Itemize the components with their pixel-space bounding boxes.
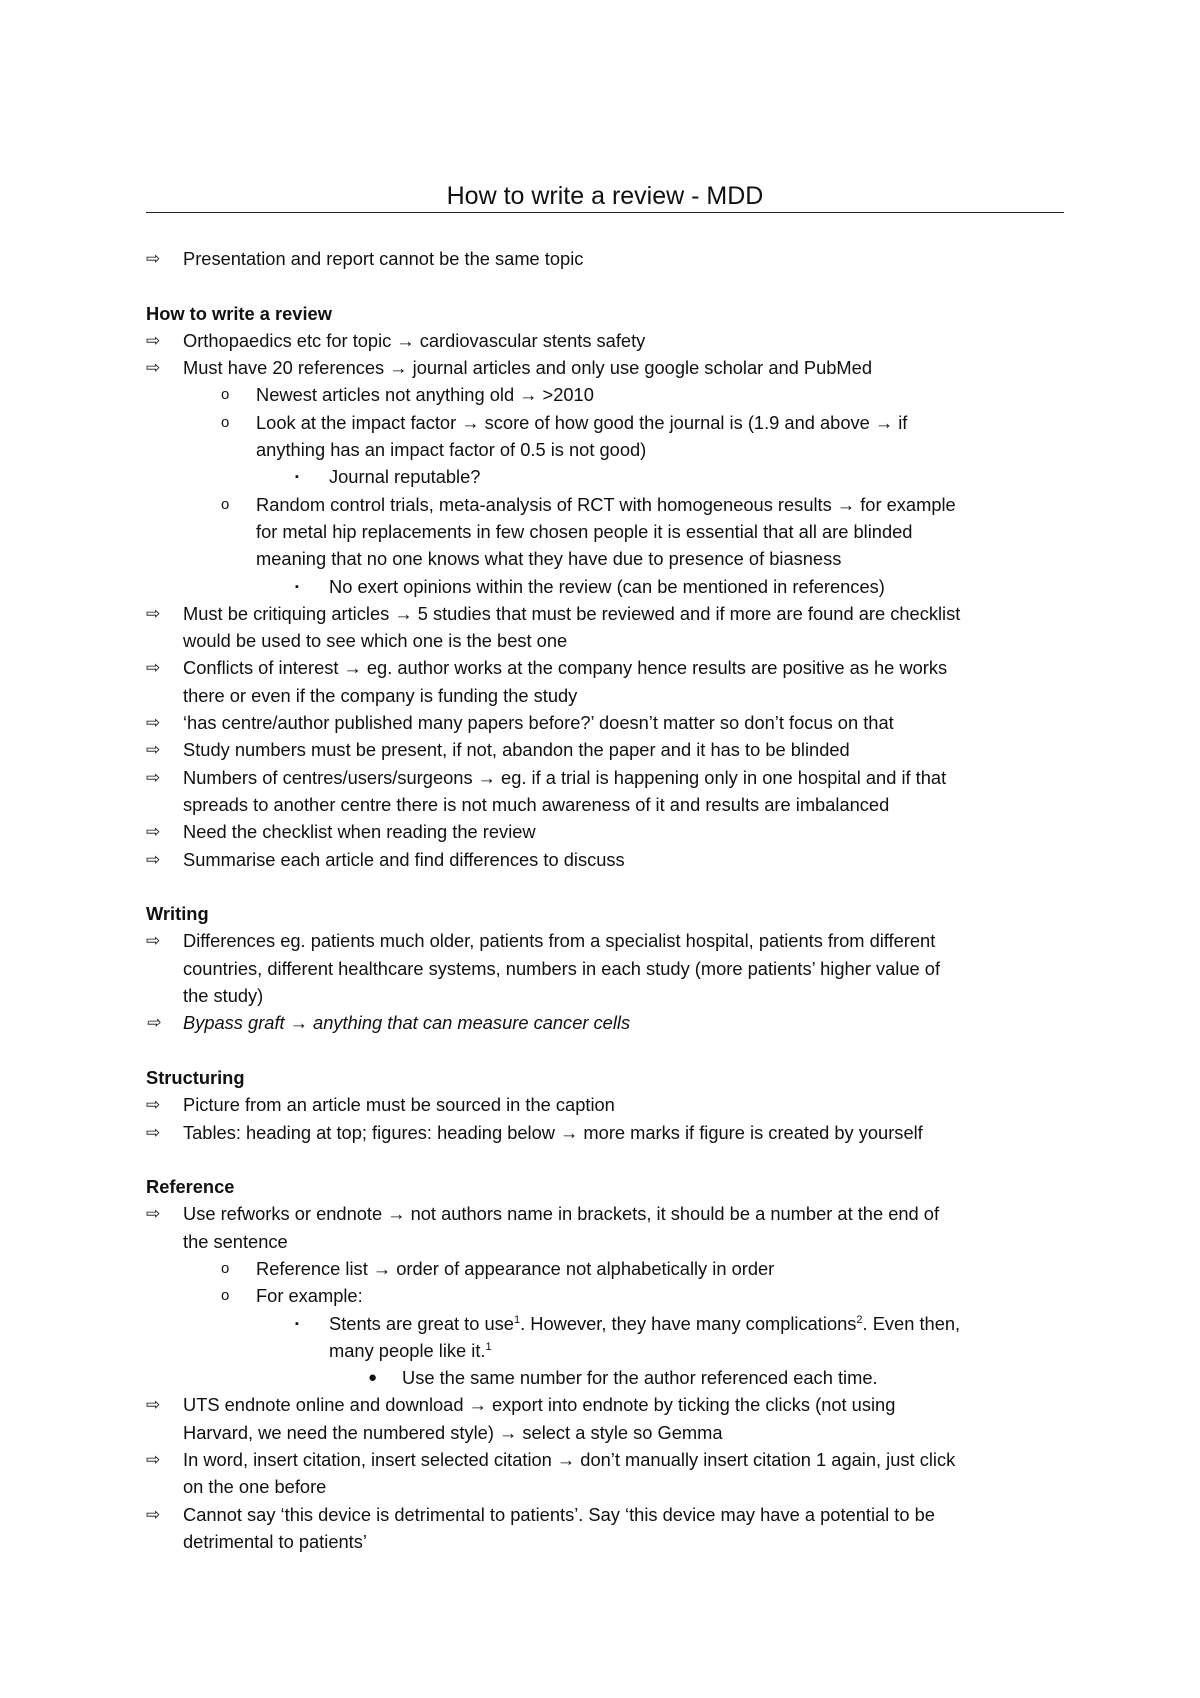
list-item-text: Random control trials, meta-analysis of RCT with homogeneous results → for example <box>256 493 956 515</box>
arrow-bullet-icon: ⇨ <box>146 849 161 869</box>
list-item <box>146 245 1076 272</box>
title-underline <box>146 212 1064 213</box>
list-item <box>146 1091 1076 1118</box>
list-item <box>146 1009 1076 1036</box>
list-item-continuation <box>146 545 1076 572</box>
list-item-text: Newest articles not anything old → >2010 <box>256 384 594 406</box>
list-item <box>146 463 1076 490</box>
list-item-text: Must be critiquing articles → 5 studies that must be reviewed and if more are found are checklist <box>183 602 961 624</box>
list-item <box>146 1119 1076 1146</box>
list-item-text: anything has an impact factor of 0.5 is not good) <box>256 439 647 461</box>
arrow-bullet-icon: ⇨ <box>146 358 161 378</box>
list-item-text: Conflicts of interest → eg. author works at the company hence results are positive as he works <box>183 657 948 679</box>
list-item-continuation <box>146 955 1076 982</box>
arrow-bullet-icon: ⇨ <box>146 1122 161 1142</box>
list-item <box>146 1310 1076 1337</box>
arrow-bullet-icon: ⇨ <box>146 249 161 268</box>
list-item-text: there or even if the company is funding the study <box>183 684 578 706</box>
list-item-text: spreads to another centre there is not much awareness of it and results are imbalanced <box>183 793 890 815</box>
list-item-text: Study numbers must be present, if not, abandon the paper and it has to be blinded <box>183 739 850 761</box>
list-item <box>146 381 1076 408</box>
list-item-text: the sentence <box>183 1230 288 1252</box>
list-item-text: Reference list → order of appearance not alphabetically in order <box>256 1257 775 1279</box>
list-item-text: Look at the impact factor → score of how good the journal is (1.9 and above → if <box>256 411 908 433</box>
circle-bullet-icon: o <box>221 1287 230 1305</box>
list-item-text: UTS endnote online and download → export into endnote by ticking the clicks (not using <box>183 1394 896 1416</box>
list-item-text: Harvard, we need the numbered style) → select a style so Gemma <box>183 1421 723 1443</box>
list-item-text: detrimental to patients’ <box>183 1530 367 1552</box>
list-item <box>146 573 1076 600</box>
list-item-text: Cannot say ‘this device is detrimental to patients’. Say ‘this device may have a potential to be <box>183 1503 935 1525</box>
list-item-continuation <box>146 1228 1076 1255</box>
list-item <box>146 1200 1076 1227</box>
circle-bullet-icon: o <box>221 495 230 513</box>
list-item-text: Use the same number for the author referenced each time. <box>402 1367 878 1389</box>
arrow-bullet-icon: ⇨ <box>146 1395 161 1415</box>
arrow-bullet-icon: ⇨ <box>146 713 161 733</box>
square-bullet-icon: ▪ <box>295 580 299 593</box>
arrow-bullet-icon: ⇨ <box>146 658 161 678</box>
document-body <box>146 245 1076 1555</box>
list-item-text: Journal reputable? <box>329 466 481 488</box>
citation-superscript: 2 <box>856 1313 863 1326</box>
list-item-continuation <box>146 982 1076 1009</box>
list-item <box>146 600 1076 627</box>
arrow-bullet-icon: ⇨ <box>146 1095 161 1115</box>
list-item-text: Summarise each article and find differences to discuss <box>183 848 625 870</box>
example-sentence <box>329 1310 960 1337</box>
circle-bullet-icon: o <box>221 1259 230 1277</box>
list-item-continuation <box>146 1419 1076 1446</box>
list-item-continuation <box>146 518 1076 545</box>
list-item <box>146 709 1076 736</box>
arrow-bullet-icon: ⇨ <box>146 822 161 842</box>
list-item <box>146 409 1076 436</box>
list-item-text: on the one before <box>183 1476 327 1498</box>
citation-superscript: 1 <box>485 1340 492 1353</box>
list-item <box>146 818 1076 845</box>
example-text: . However, they have many complications <box>520 1312 857 1334</box>
list-item <box>146 764 1076 791</box>
list-item <box>146 1282 1076 1309</box>
list-item <box>146 927 1076 954</box>
list-item-text: No exert opinions within the review (can be mentioned in references) <box>329 575 885 597</box>
section-heading: Structuring <box>146 1066 245 1088</box>
section-heading: Writing <box>146 903 209 925</box>
circle-bullet-icon: o <box>221 413 230 431</box>
list-item <box>146 654 1076 681</box>
list-item-text: Presentation and report cannot be the same topic <box>183 248 584 269</box>
arrow-bullet-icon: ⇨ <box>146 330 161 350</box>
list-item <box>146 1391 1076 1418</box>
dot-bullet-icon: ● <box>368 1369 378 1387</box>
list-item-text: Bypass graft → anything that can measure cancer cells <box>183 1012 631 1034</box>
list-item <box>146 327 1076 354</box>
list-item-text: countries, different healthcare systems, numbers in each study (more patients’ higher value of <box>183 957 941 979</box>
list-item-text: In word, insert citation, insert selected citation → don’t manually insert citation 1 again, just click <box>183 1449 956 1471</box>
citation-superscript: 1 <box>513 1313 521 1326</box>
arrow-bullet-icon: ⇨ <box>146 767 161 787</box>
list-item-text: Numbers of centres/users/surgeons → eg. if a trial is happening only in one hospital and if that <box>183 766 947 788</box>
arrow-bullet-icon: ⇨ <box>146 1504 161 1524</box>
list-item-text: for metal hip replacements in few chosen people it is essential that all are blinded <box>256 520 913 542</box>
square-bullet-icon: ▪ <box>295 1317 299 1330</box>
list-item-text: the study) <box>183 985 264 1007</box>
arrow-bullet-icon: ⇨ <box>146 1204 161 1224</box>
list-item-text: meaning that no one knows what they have due to presence of biasness <box>256 548 842 570</box>
arrow-bullet-icon: ⇨ <box>146 1013 161 1033</box>
list-item-text: ‘has centre/author published many papers before?’ doesn’t matter so don’t focus on that <box>183 712 894 734</box>
arrow-bullet-icon: ⇨ <box>146 603 161 623</box>
list-item-continuation <box>146 627 1076 654</box>
list-item-text: Orthopaedics etc for topic → cardiovascular stents safety <box>183 329 646 351</box>
list-item-text: Use refworks or endnote → not authors name in brackets, it should be a number at the end of <box>183 1203 940 1225</box>
list-item-text: Need the checklist when reading the review <box>183 821 536 843</box>
example-text: many people like it. <box>329 1339 486 1361</box>
circle-bullet-icon: o <box>221 386 230 404</box>
list-item-text: Tables: heading at top; figures: heading below → more marks if figure is created by yourself <box>183 1121 923 1143</box>
example-text: . Even then, <box>862 1312 961 1334</box>
example-sentence <box>329 1337 492 1364</box>
list-item <box>146 736 1076 763</box>
list-item-text: Picture from an article must be sourced in the caption <box>183 1094 615 1116</box>
section-heading: Reference <box>146 1176 235 1198</box>
section-heading: How to write a review <box>146 302 332 324</box>
list-item-text: would be used to see which one is the best one <box>183 630 568 652</box>
list-item-text: For example: <box>256 1285 363 1307</box>
square-bullet-icon: ▪ <box>295 471 299 484</box>
arrow-bullet-icon: ⇨ <box>146 931 161 951</box>
list-item-text: Differences eg. patients much older, patients from a specialist hospital, patients from different <box>183 930 936 952</box>
list-item <box>146 491 1076 518</box>
list-item <box>146 1364 1076 1391</box>
list-item <box>146 354 1076 381</box>
list-item <box>146 1255 1076 1282</box>
list-item-continuation <box>146 682 1076 709</box>
list-item <box>146 1501 1076 1528</box>
list-item-continuation <box>146 791 1076 818</box>
arrow-bullet-icon: ⇨ <box>146 740 161 760</box>
list-item-continuation <box>146 1337 1076 1364</box>
page-title: How to write a review - MDD <box>446 182 764 210</box>
example-text: Stents are great to use <box>329 1312 514 1334</box>
list-item <box>146 846 1076 873</box>
list-item-continuation <box>146 436 1076 463</box>
list-item-text: Must have 20 references → journal articles and only use google scholar and PubMed <box>183 357 872 379</box>
list-item-continuation <box>146 1473 1076 1500</box>
arrow-bullet-icon: ⇨ <box>146 1450 161 1470</box>
list-item-continuation <box>146 1528 1076 1555</box>
list-item <box>146 1446 1076 1473</box>
